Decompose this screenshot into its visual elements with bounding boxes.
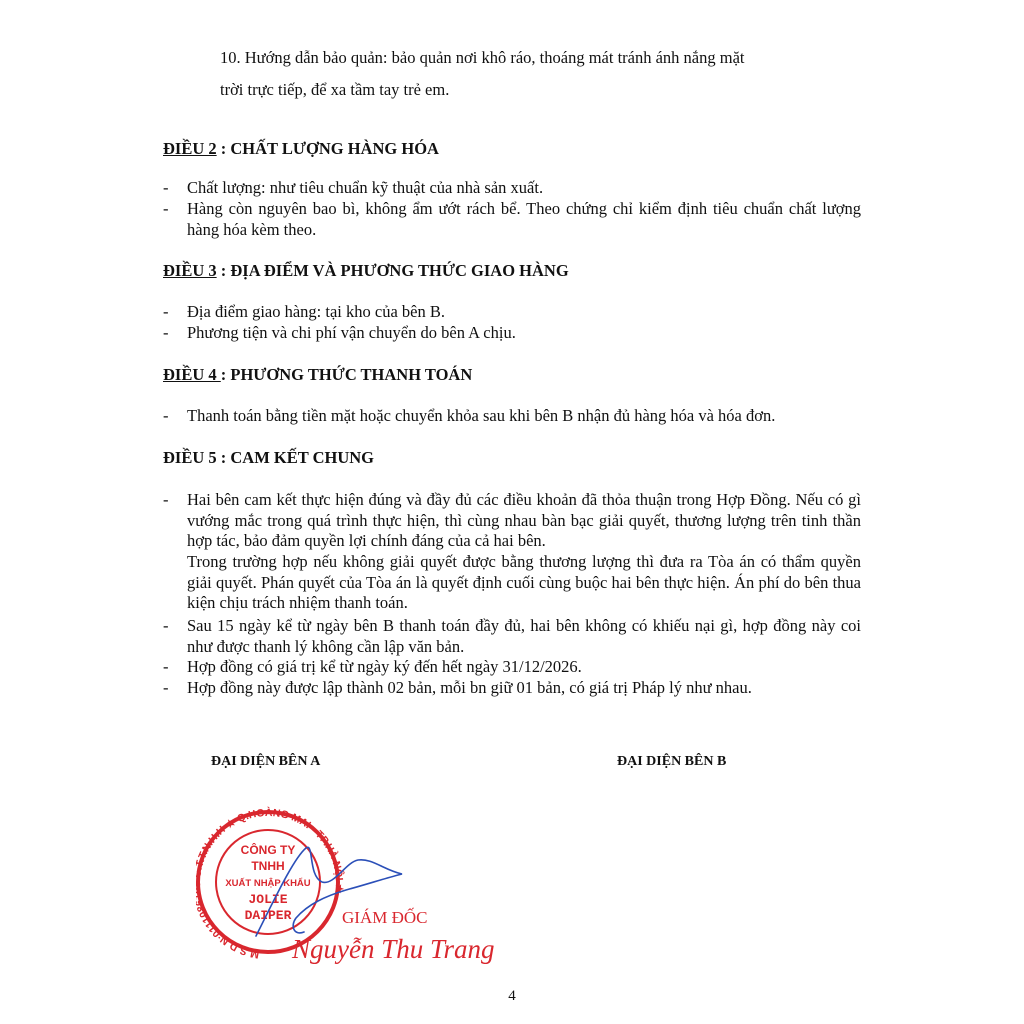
bullet-marker: - [163, 199, 169, 218]
bullet-marker: - [163, 616, 169, 635]
seal-graphic [196, 786, 496, 976]
bullet-marker: - [163, 490, 169, 509]
article-5-heading: ĐIỀU 5 : CAM KẾT CHUNG [163, 448, 374, 467]
bullet-marker: - [163, 657, 169, 676]
company-seal [196, 786, 496, 976]
party-a-label: ĐẠI DIỆN BÊN A [211, 754, 321, 769]
article-2-item-1: Chất lượng: như tiêu chuẩn kỹ thuật của nhà sản xuất. [187, 178, 544, 197]
article-3-title: : ĐỊA ĐIỂM VÀ PHƯƠNG THỨC GIAO HÀNG [216, 261, 569, 280]
bullet-marker: - [163, 406, 169, 425]
party-b-label: ĐẠI DIỆN BÊN B [617, 754, 727, 769]
director-name: Nguyễn Thu Trang [292, 934, 495, 964]
article-2-title: : CHẤT LƯỢNG HÀNG HÓA [216, 139, 439, 158]
article-4-item-1: Thanh toán bằng tiền mặt hoặc chuyển khỏa sau khi bên B nhận đủ hàng hóa và hóa đơn. [187, 406, 776, 425]
article-5-item-1: Hai bên cam kết thực hiện đúng và đầy đủ các điều khoản đã thỏa thuận trong Hợp Đồng. Nếu có gì vướng mắc trong quá trình thực hiện, thì cùng nhau bàn bạc giải quyết, thương lượng trên tinh thần hợp tác, bảo đảm quyền lợi chính đáng của cả hai bên. [187, 490, 861, 550]
article-3-heading [163, 261, 569, 281]
bullet-marker: - [163, 178, 169, 197]
bullet-marker: - [163, 678, 169, 697]
page-number: 4 [508, 988, 516, 1004]
seal-center-line: JOLIE [248, 892, 288, 907]
seal-center-line: XUẤT NHẬP KHẨU [225, 878, 311, 889]
article-5-item-2: Trong trường hợp nếu không giải quyết được bằng thương lượng thì đưa ra Tòa án có thẩm quyền giải quyết. Phán quyết của Tòa án là quyết định cuối cùng buộc hai bên thực hiện. Án phí do bên thua kiện chịu trách nhiệm thanh toán. [187, 552, 861, 612]
guide-line-2: trời trực tiếp, để xa tầm tay trẻ em. [220, 80, 450, 99]
bullet-marker: - [163, 323, 169, 342]
director-title: GIÁM ĐỐC [342, 908, 428, 927]
article-2-number: ĐIỀU 2 [163, 139, 217, 158]
guide-line-1: 10. Hướng dẫn bảo quản: bảo quản nơi khô ráo, thoáng mát tránh ánh nắng mặt [220, 48, 745, 67]
seal-ring-text: M.S.D.N:011108 .T.N.H.H ★ Q.HOÀNG MAI - TP.HÀ NỘI ★ [196, 806, 346, 961]
article-3-number: ĐIỀU 3 [163, 261, 217, 280]
article-5-item-3: Sau 15 ngày kể từ ngày bên B thanh toán đầy đủ, hai bên không có khiếu nại gì, hợp đồng này coi như được thanh lý không cần lập văn bản. [187, 616, 861, 656]
article-4-heading [163, 365, 472, 385]
article-2-heading [163, 139, 439, 159]
seal-center-line: TNHH [251, 859, 285, 873]
article-4-title: : PHƯƠNG THỨC THANH TOÁN [220, 365, 473, 384]
article-2-item-2: Hàng còn nguyên bao bì, không ẩm ướt rách bể. Theo chứng chỉ kiểm định tiêu chuẩn chất lượng hàng hóa kèm theo. [187, 199, 861, 239]
article-3-item-1: Địa điểm giao hàng: tại kho của bên B. [187, 302, 445, 321]
bullet-marker: - [163, 302, 169, 321]
article-5-item-4: Hợp đồng có giá trị kể từ ngày ký đến hết ngày 31/12/2026. [187, 657, 582, 676]
article-5-item-5: Hợp đồng này được lập thành 02 bản, mỗi bn giữ 01 bản, có giá trị Pháp lý như nhau. [187, 678, 752, 697]
article-4-number: ĐIỀU 4 [163, 365, 221, 384]
seal-center-line: CÔNG TY [240, 843, 296, 857]
seal-center-line: DAIPER [244, 908, 292, 923]
article-3-item-2: Phương tiện và chi phí vận chuyển do bên A chịu. [187, 323, 516, 342]
